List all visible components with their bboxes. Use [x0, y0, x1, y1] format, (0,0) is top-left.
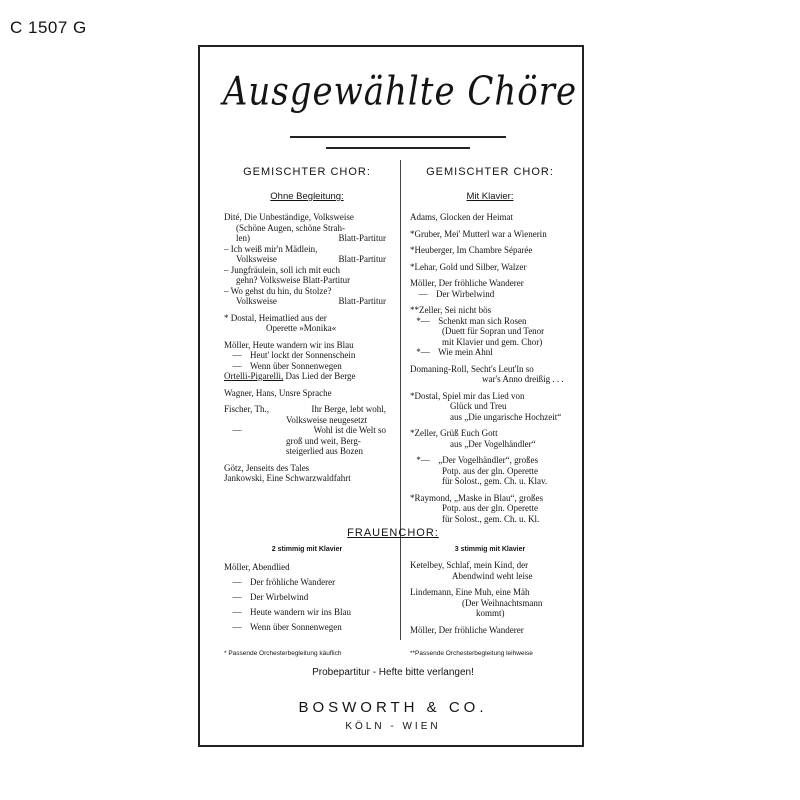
list-item: **Zeller, Sei nicht bös *— Schenkt man sich Rosen (Duett für Sopran und Tenor mit Klavier und gem. Chor) *— Wie mein Ahnl	[410, 305, 545, 357]
catalog-code: C 1507 G	[10, 18, 87, 37]
list-item: *Raymond, „Maske in Blau“, großes Potp. aus der gln. Operette für Solost., gem. Ch. u. Kl.	[410, 492, 543, 524]
publisher-city: KÖLN - WIEN	[345, 721, 441, 732]
list-item: Götz, Jenseits des Tales Jankowski, Eine Schwarzwaldfahrt	[224, 462, 351, 483]
list-item: Möller, Abendlied	[224, 562, 290, 572]
female-two-part-subheading: 2 stimmig mit Klavier	[271, 546, 343, 553]
mixed-unaccompanied-list	[224, 212, 386, 490]
list-item: Möller, Der fröhliche Wanderer	[410, 624, 524, 635]
footnote-rental: **Passende Orchesterbegleitung leihweise	[410, 650, 533, 657]
publisher-name: BOSWORTH & CO.	[298, 699, 488, 716]
list-item: *Zeller, Grüß Euch Gott aus „Der Vogelhändler“	[410, 428, 536, 449]
list-item: Dité, Die Unbeständige, Volksweise (Schöne Augen, schöne Strah- len) Blatt-Partitur – Ich weiß mir'n Mädlein, Volksweise Blatt-Partitur – Jungfräulein, soll ich mit euch gehn? Volksweise Blatt-Partitur – Wo gehst du hin, du Stolze? Volksweise Blatt-Partitur	[224, 212, 386, 306]
list-item: Wagner, Hans, Unsre Sprache	[224, 387, 332, 398]
mixed-unaccompanied-heading: GEMISCHTER CHOR:	[243, 166, 371, 178]
list-item: — Heute wandern wir ins Blau	[232, 607, 351, 617]
list-item: *Dostal, Spiel mir das Lied von Glück und Treu aus „Die ungarische Hochzeit“	[410, 390, 562, 422]
list-item: * Dostal, Heimatlied aus der Operette »Monika«	[224, 312, 337, 333]
list-item: *— „Der Vogelhändler“, großes Potp. aus der gln. Operette für Solost., gem. Ch. u. Klav.	[416, 455, 548, 486]
list-item: Adams, Glocken der Heimat	[410, 212, 513, 222]
list-item: Fischer, Th., Ihr Berge, lebt wohl, Volksweise neugesetzt — Wohl ist die Welt so groß und weit, Berg- steigerlied aus Bozen	[224, 404, 386, 456]
list-item: Ketelbey, Schlaf, mein Kind, der Abendwind weht leise	[410, 560, 533, 581]
list-item: — Der Wirbelwind	[232, 592, 309, 602]
footnote-purchasable: * Passende Orchesterbegleitung käuflich	[224, 650, 342, 657]
mixed-unaccompanied-subheading: Ohne Begleitung:	[270, 191, 344, 202]
list-item: *Lehar, Gold und Silber, Walzer	[410, 261, 527, 272]
list-item: Möller, Der fröhliche Wanderer — Der Wirbelwind	[410, 278, 524, 299]
column-divider	[400, 160, 401, 640]
mixed-piano-subheading: Mit Klavier:	[466, 191, 514, 202]
list-item: Domaning-Roll, Secht's Leut'ln so war's Anno dreißig . . .	[410, 363, 564, 384]
female-three-part-list	[410, 560, 578, 641]
list-item: — Wenn über Sonnenwegen	[232, 622, 342, 632]
list-item: Möller, Heute wandern wir ins Blau — Heut' lockt der Sonnenschein — Wenn über Sonnenwegen Ortelli-Pigarelli, Das Lied der Berge	[224, 339, 356, 381]
list-item: — Der fröhliche Wanderer	[232, 577, 336, 587]
notice-text: Probepartitur - Hefte bitte verlangen!	[312, 667, 474, 678]
page-title: Ausgewählte Chöre	[222, 69, 578, 115]
female-choir-heading: FRAUENCHOR:	[347, 527, 439, 539]
title-rule-2	[326, 147, 470, 149]
mixed-piano-list	[410, 212, 578, 530]
list-item: *Heuberger, Im Chambre Séparée	[410, 245, 533, 255]
female-two-part-list	[224, 560, 394, 635]
female-three-part-subheading: 3 stimmig mit Klavier	[454, 546, 526, 553]
title-rule-1	[290, 136, 506, 138]
list-item: Lindemann, Eine Muh, eine Mäh (Der Weihnachtsmann kommt)	[410, 587, 543, 618]
list-item: *Gruber, Mei' Mutterl war a Wienerin	[410, 228, 547, 239]
mixed-piano-heading: GEMISCHTER CHOR:	[426, 166, 554, 178]
